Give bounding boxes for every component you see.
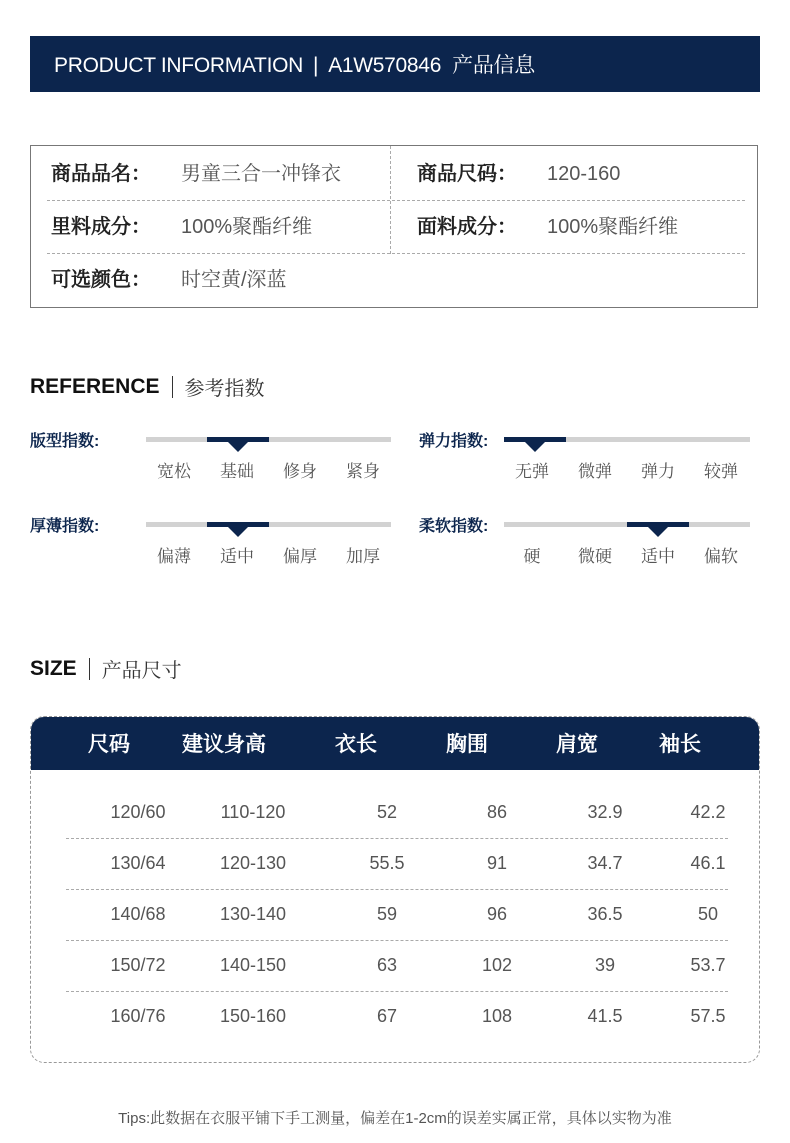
table-cell: 50 (697, 904, 719, 924)
scale-option: 加厚 (346, 547, 380, 566)
size-column-header: 肩宽 (556, 733, 598, 756)
size-title-en: SIZE (30, 656, 77, 680)
color-value: 时空黄/深蓝 (181, 269, 287, 291)
scale-option: 适中 (220, 547, 254, 566)
table-row (66, 940, 728, 992)
scale-track (146, 522, 391, 527)
size-column-header: 尺码 (88, 733, 130, 756)
table-cell: 86 (486, 802, 508, 822)
scale-label: 厚薄指数: (30, 518, 100, 535)
table-cell: 52 (376, 802, 398, 822)
scale-option: 适中 (641, 547, 675, 566)
size-title-cn: 产品尺寸 (101, 660, 182, 682)
table-cell: 150-160 (219, 1006, 287, 1026)
table-cell: 120-130 (219, 853, 287, 873)
lining-key: 里料成分： (51, 216, 151, 238)
reference-title-en: REFERENCE (30, 374, 160, 398)
size-column-header: 建议身高 (182, 733, 266, 756)
scale-option: 偏薄 (157, 547, 191, 566)
table-cell: 140/68 (110, 904, 166, 924)
table-cell: 59 (376, 904, 398, 924)
scale-label: 弹力指数: (419, 433, 489, 450)
title-divider (172, 376, 173, 398)
header-model: A1W570846 (328, 54, 442, 77)
table-cell: 34.7 (587, 853, 623, 873)
size-section-title (30, 654, 182, 683)
table-cell: 108 (481, 1006, 513, 1026)
table-cell: 39 (594, 955, 616, 975)
reference-section-title (30, 372, 265, 401)
product-name-value: 男童三合一冲锋衣 (181, 163, 341, 185)
size-column-header: 袖长 (659, 733, 701, 756)
reference-title-cn: 参考指数 (184, 378, 265, 400)
table-row (66, 838, 728, 890)
scale-option: 修身 (283, 462, 317, 481)
size-column-header: 胸围 (446, 733, 488, 756)
table-cell: 42.2 (690, 802, 726, 822)
table-cell: 36.5 (587, 904, 623, 924)
scale-option: 基础 (220, 462, 254, 481)
scale-track (146, 437, 391, 442)
table-cell: 110-120 (220, 802, 286, 822)
scale-option: 微弹 (578, 462, 612, 481)
color-key: 可选颜色： (51, 269, 151, 291)
table-row (66, 991, 728, 1042)
header-title-en: PRODUCT INFORMATION (54, 54, 304, 77)
table-cell: 57.5 (690, 1006, 726, 1026)
table-cell: 41.5 (587, 1006, 623, 1026)
fabric-value: 100%聚酯纤维 (547, 216, 679, 238)
scale-pointer-icon (228, 442, 248, 452)
scale-label: 柔软指数: (419, 518, 489, 535)
table-cell: 130/64 (110, 853, 166, 873)
scale-option: 偏厚 (283, 547, 317, 566)
table-row (66, 889, 728, 941)
scale-pointer-icon (228, 527, 248, 537)
info-row (47, 254, 745, 306)
header-title-cn: 产品信息 (452, 54, 535, 77)
info-row (47, 201, 745, 254)
product-name-key: 商品品名： (51, 163, 151, 185)
scale-option: 较弹 (704, 462, 738, 481)
lining-value: 100%聚酯纤维 (181, 216, 313, 238)
header-title (54, 49, 535, 79)
table-cell: 63 (376, 955, 398, 975)
scale-track (504, 522, 750, 527)
product-info-header (30, 36, 760, 92)
table-cell: 91 (486, 853, 508, 873)
fabric-key: 面料成分： (417, 216, 517, 238)
scale-option: 紧身 (346, 462, 380, 481)
table-cell: 140-150 (219, 955, 287, 975)
scale-option: 偏软 (704, 547, 738, 566)
scale-pointer-icon (648, 527, 668, 537)
size-table (30, 716, 760, 1063)
table-cell: 96 (486, 904, 508, 924)
measurement-tips: Tips:此数据在衣服平铺下手工测量，偏差在1-2cm的误差实属正常，具体以实物为准 (118, 1110, 672, 1127)
title-divider (89, 658, 90, 680)
table-cell: 32.9 (587, 802, 623, 822)
table-row (66, 787, 728, 839)
scale-option: 硬 (523, 547, 541, 566)
product-size-value: 120-160 (547, 163, 621, 185)
table-cell: 55.5 (369, 853, 405, 873)
scale-track (504, 437, 750, 442)
scale-label: 版型指数: (30, 433, 100, 450)
size-column-header: 衣长 (335, 733, 377, 756)
table-cell: 120/60 (110, 802, 166, 822)
table-cell: 150/72 (110, 955, 166, 975)
product-size-key: 商品尺码： (417, 163, 517, 185)
scale-option: 弹力 (641, 462, 675, 481)
table-cell: 102 (481, 955, 513, 975)
table-cell: 130-140 (219, 904, 287, 924)
size-table-header (31, 717, 759, 770)
header-separator: | (313, 54, 319, 77)
info-row (47, 148, 745, 201)
table-cell: 46.1 (690, 853, 726, 873)
scale-pointer-icon (525, 442, 545, 452)
product-info-table (30, 145, 758, 308)
scale-option: 宽松 (157, 462, 191, 481)
table-cell: 160/76 (110, 1006, 166, 1026)
table-cell: 53.7 (690, 955, 726, 975)
scale-option: 无弹 (515, 462, 549, 481)
table-cell: 67 (376, 1006, 398, 1026)
scale-option: 微硬 (578, 547, 612, 566)
